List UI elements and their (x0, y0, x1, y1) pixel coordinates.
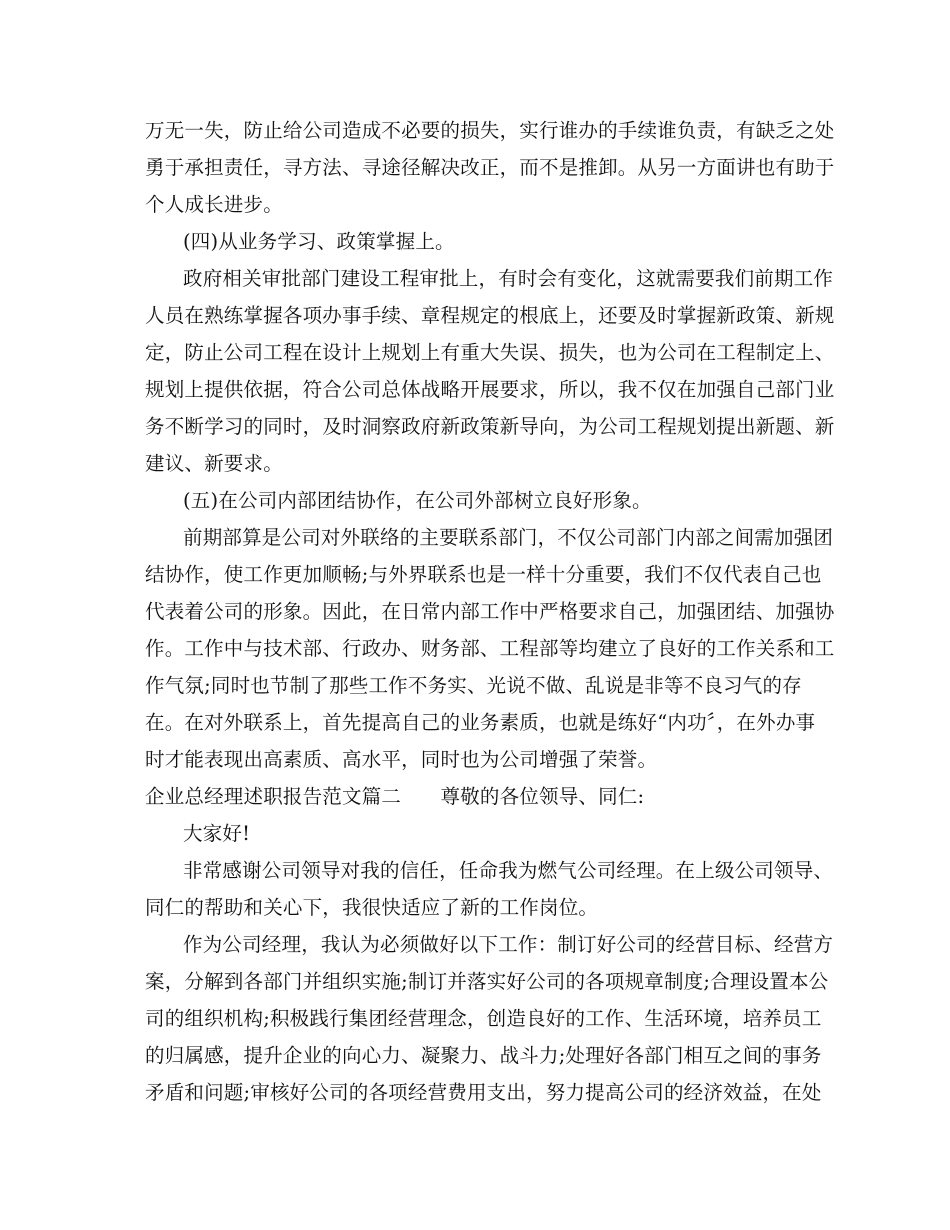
text-line: 结协作，使工作更加顺畅;与外界联系也是一样十分重要，我们不仅代表自己也 (145, 563, 822, 586)
section-heading: (四)从业务学习、政策掌握上。 (183, 230, 455, 253)
text-line: 案，分解到各部门并组织实施;制订并落实好公司的各项规章制度;合理设置本公 (145, 970, 829, 993)
text-line: 在。在对外联系上，首先提高自己的业务素质，也就是练好“内功〞，在外办事 (145, 711, 816, 734)
text-line: 务不断学习的同时，及时洞察政府新政策新导向，为公司工程规划提出新题、新 (145, 415, 835, 438)
text-line: 建议、新要求。 (145, 452, 283, 475)
text-line: 政府相关审批部门建设工程审批上，有时会有变化，这就需要我们前期工作 (183, 267, 834, 290)
text-line: 定，防止公司工程在设计上规划上有重大失误、损失，也为公司在工程制定上、 (145, 341, 835, 364)
text-line: 个人成长进步。 (145, 193, 283, 216)
text-line: 作。工作中与技术部、行政办、财务部、工程部等均建立了良好的工作关系和工 (145, 637, 835, 660)
text-line: 规划上提供依据，符合公司总体战略开展要求，所以，我不仅在加强自己部门业 (145, 378, 835, 401)
article-title-line: 企业总经理述职报告范文篇二 尊敬的各位领导、同仁: (145, 785, 645, 808)
text-line: 勇于承担责任，寻方法、寻途径解决改正，而不是推卸。从另一方面讲也有助于 (145, 156, 835, 179)
section-heading: (五)在公司内部团结协作，在公司外部树立良好形象。 (183, 489, 652, 512)
greeting: 大家好! (183, 822, 251, 845)
text-line: 时才能表现出高素质、高水平，同时也为公司增强了荣誉。 (145, 748, 658, 771)
text-line: 人员在熟练掌握各项办事手续、章程规定的根底上，还要及时掌握新政策、新规 (145, 304, 835, 327)
text-line: 矛盾和问题;审核好公司的各项经营费用支出，努力提高公司的经济效益，在处 (145, 1081, 822, 1104)
text-line: 作气氛;同时也节制了那些工作不务实、光说不做、乱说是非等不良习气的存 (145, 674, 802, 697)
text-line: 同仁的帮助和关心下，我很快适应了新的工作岗位。 (145, 896, 599, 919)
text-line: 的归属感，提升企业的向心力、凝聚力、战斗力;处理好各部门相互之间的事务 (145, 1044, 822, 1067)
text-line: 前期部算是公司对外联络的主要联系部门，不仅公司部门内部之间需加强团 (183, 526, 834, 549)
text-line: 司的组织机构;积极践行集团经营理念，创造良好的工作、生活环境，培养员工 (145, 1007, 822, 1030)
text-line: 代表着公司的形象。因此，在日常内部工作中严格要求自己，加强团结、加强协 (145, 600, 835, 623)
text-line: 非常感谢公司领导对我的信任，任命我为燃气公司经理。在上级公司领导、 (183, 859, 834, 882)
text-line: 万无一失，防止给公司造成不必要的损失，实行谁办的手续谁负责，有缺乏之处 (145, 119, 835, 142)
text-line: 作为公司经理，我认为必须做好以下工作：制订好公司的经营目标、经营方 (183, 933, 834, 956)
